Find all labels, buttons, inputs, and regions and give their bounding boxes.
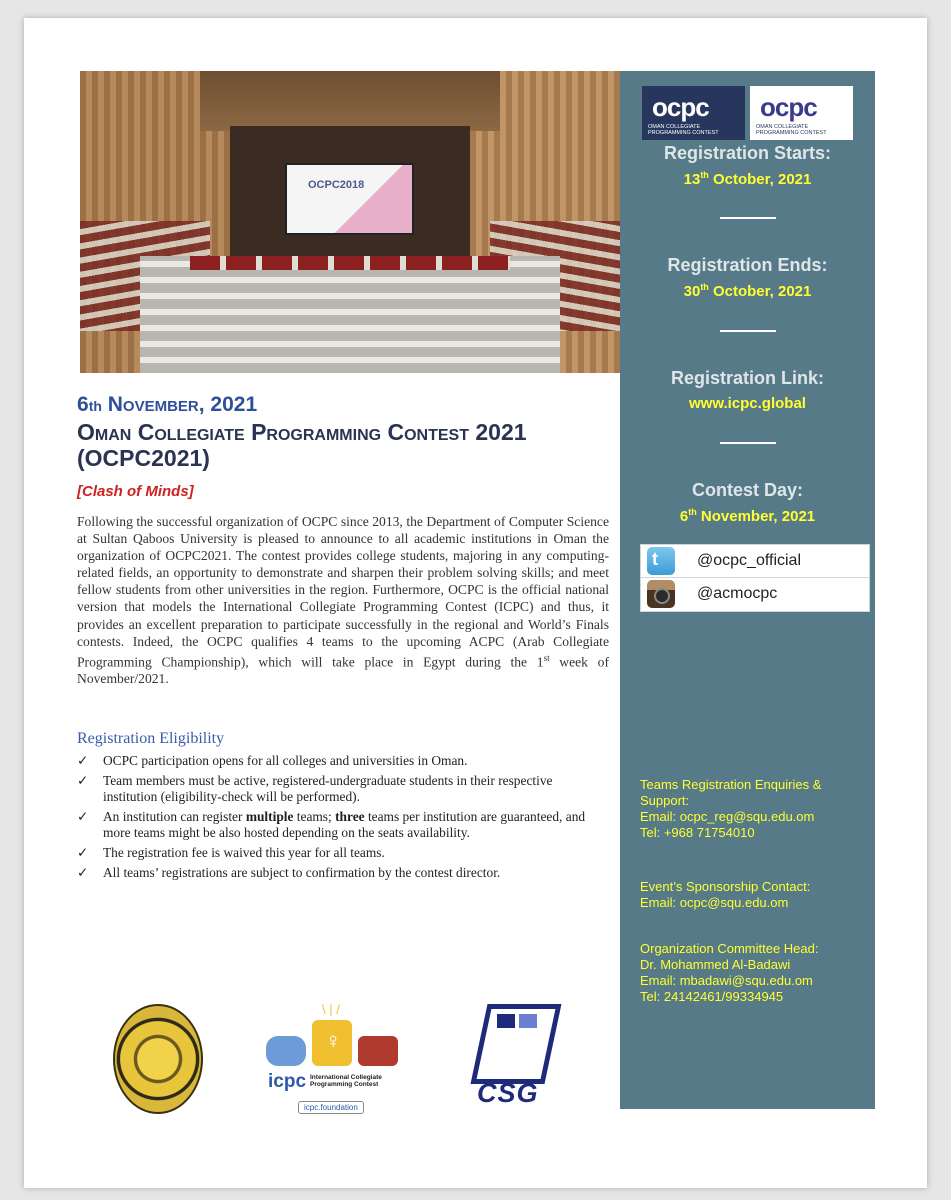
divider: [720, 442, 776, 444]
checkmark-icon: ✓: [77, 844, 89, 860]
hall-floor-desks: [140, 256, 560, 373]
twitter-icon: t: [647, 547, 675, 575]
mouse-icon: [470, 1004, 561, 1084]
instagram-row[interactable]: [640, 577, 870, 612]
contest-day: [620, 480, 875, 525]
divider: [720, 330, 776, 332]
list-item: ✓ Team members must be active, registered-undergraduate students in their respective institution (eligibility-check will be performed).: [77, 772, 553, 805]
enquiries-email[interactable]: Email: ocpc_reg@squ.edu.om: [640, 809, 815, 824]
icpc-fullname: International Collegiate Programming Contest: [310, 1074, 382, 1088]
committee-tel: Tel: 24142461/99334945: [640, 989, 784, 1004]
committee-email[interactable]: Email: mbadawi@squ.edu.om: [640, 973, 813, 988]
csg-wordmark: CSG: [477, 1078, 539, 1108]
list-item: ✓ All teams’ registrations are subject to confirmation by the contest director.: [77, 864, 501, 880]
enquiries-tel: Tel: +968 71754010: [640, 825, 755, 840]
cloud-icon: [266, 1036, 306, 1066]
squ-seal-logo: [113, 1004, 203, 1114]
icpc-wordmark: icpc: [268, 1071, 307, 1092]
contest-title: Oman Collegiate Programming Contest 2021 (OCPC2021): [77, 419, 527, 471]
instagram-handle: @acmocpc: [697, 585, 778, 602]
csg-logo: [471, 1004, 563, 1108]
icpc-foundation-badge: icpc.foundation: [298, 1101, 364, 1114]
committee-title: Organization Committee Head:: [640, 941, 819, 956]
ocpc-logos: [642, 86, 854, 140]
sponsorship-contact: [640, 879, 865, 911]
registration-end-label: Registration Ends:: [667, 255, 828, 275]
intro-paragraph: Following the successful organization of OCPC since 2013, the Department of Computer Science at Sultan Qaboos University is pleased to announce to all academic institutions in Oman the organization of OCPC2021. The contest provides college students, majoring in any computing-related fields, an opportunity to demonstrate and sharpen their problem solving skills; and meet fellow students from other universities in the region. Furthermore, OCPC is the official national version that models the International Collegiate Programming Contest (ICPC) and thus, it provides an excellent preparation to participate successfully in the regional and World’s Finals contests. Indeed, the OCPC qualifies 4 teams to the upcoming ACPC (Arab Collegiate Programming Championship), which will take place in Egypt during the 1st week of November/2021.: [77, 514, 609, 687]
committee-name: Dr. Mohammed Al-Badawi: [640, 957, 791, 972]
ocpc-logo-dark: [642, 86, 745, 140]
twitter-row[interactable]: [640, 544, 870, 579]
divider: [720, 217, 776, 219]
eligibility-list: [77, 753, 597, 884]
contest-day-date: 6th November, 2021: [679, 507, 816, 525]
stage-screen: [285, 163, 414, 235]
bag-icon: [358, 1036, 398, 1066]
mouse-key-left: [497, 1014, 515, 1028]
committee-contact: [640, 941, 865, 1005]
checkmark-icon: ✓: [77, 808, 89, 824]
ocpc-logo-mark: ocpc: [760, 92, 817, 122]
list-item: ✓ An institution can register multiple teams; three teams per institution are guaranteed, and more teams might be also hosted depending on the seats availability.: [77, 808, 586, 841]
contest-subtitle: [Clash of Minds]: [77, 483, 194, 500]
registration-start-label: Registration Starts:: [663, 143, 832, 163]
lightbulb-icon: ♀: [312, 1020, 352, 1066]
registration-link[interactable]: www.icpc.global: [689, 395, 806, 412]
instagram-icon: [647, 580, 675, 608]
contest-date-heading: 6th November, 2021: [77, 393, 258, 416]
twitter-handle: @ocpc_official: [697, 552, 801, 569]
hall-ceiling: [200, 71, 500, 131]
sponsorship-title: Event’s Sponsorship Contact:: [640, 879, 811, 894]
registration-link-label: Registration Link:: [670, 368, 824, 388]
bulb-rays-icon: \ | /: [322, 1002, 340, 1017]
icpc-logo: [266, 998, 402, 1118]
eligibility-heading: Registration Eligibility: [77, 730, 225, 747]
checkmark-icon: ✓: [77, 772, 89, 788]
registration-end-date: 30th October, 2021: [683, 282, 812, 300]
enquiries-contact: [640, 777, 865, 841]
checkmark-icon: ✓: [77, 753, 89, 768]
enquiries-title: Teams Registration Enquiries & Support:: [640, 777, 822, 808]
ocpc-logo-light: [750, 86, 853, 140]
ocpc-logo-mark: ocpc: [652, 92, 709, 122]
contest-hall-photo: [80, 71, 620, 373]
hall-red-row: [190, 256, 510, 270]
info-sidebar: [620, 71, 875, 1109]
checkmark-icon: ✓: [77, 864, 89, 880]
registration-end: [620, 255, 875, 300]
registration-start-date: 13th October, 2021: [683, 170, 812, 188]
list-item: ✓ The registration fee is waived this year for all teams.: [77, 844, 385, 860]
mouse-key-right: [519, 1014, 537, 1028]
contest-day-label: Contest Day:: [691, 480, 803, 500]
ocpc-logo-subtitle: OMAN COLLEGIATE PROGRAMMING CONTEST: [756, 124, 827, 136]
stage-screen-text: OCPC2018: [308, 179, 365, 191]
registration-link-block: [620, 368, 875, 412]
list-item: ✓ OCPC participation opens for all colleges and universities in Oman.: [77, 753, 468, 768]
registration-start: [620, 143, 875, 188]
sponsorship-email[interactable]: Email: ocpc@squ.edu.om: [640, 895, 789, 910]
ocpc-logo-subtitle: OMAN COLLEGIATE PROGRAMMING CONTEST: [648, 124, 719, 136]
